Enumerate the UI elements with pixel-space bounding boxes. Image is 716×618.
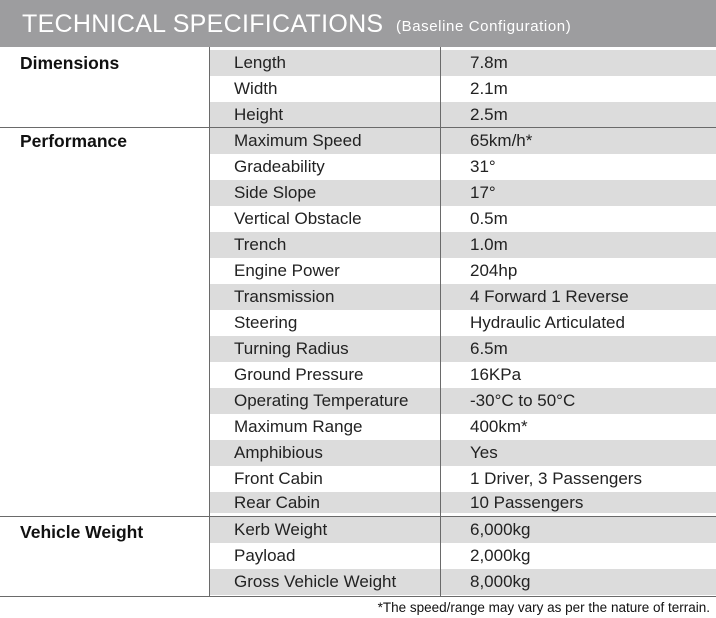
section-title: Vehicle Weight [20, 522, 144, 542]
footnote: *The speed/range may vary as per the nature of terrain. [377, 600, 710, 615]
section-divider [0, 516, 716, 517]
spec-label: Maximum Speed [234, 131, 362, 150]
spec-label: Steering [234, 313, 298, 332]
page-title: TECHNICAL SPECIFICATIONS [22, 10, 384, 38]
spec-value: 2.1m [470, 79, 508, 98]
spec-label: Width [234, 79, 278, 98]
spec-label: Kerb Weight [234, 520, 328, 539]
spec-value: 31° [470, 157, 496, 176]
spec-label: Height [234, 105, 284, 124]
spec-value: 16KPa [470, 365, 522, 384]
spec-label: Maximum Range [234, 417, 363, 436]
spec-header [0, 0, 716, 47]
spec-value: Hydraulic Articulated [470, 313, 625, 332]
page-subtitle: (Baseline Configuration) [396, 18, 572, 35]
spec-value: 6,000kg [470, 520, 531, 539]
spec-value: 10 Passengers [470, 492, 584, 512]
spec-label: Turning Radius [234, 339, 349, 358]
section-title: Performance [20, 131, 127, 151]
spec-value: -30°C to 50°C [470, 391, 576, 410]
spec-label: Gross Vehicle Weight [234, 572, 397, 591]
spec-label: Payload [234, 546, 296, 565]
spec-value: 1 Driver, 3 Passengers [470, 469, 642, 488]
spec-label: Amphibious [234, 443, 323, 462]
spec-label: Transmission [234, 287, 335, 306]
section-divider [0, 596, 716, 597]
spec-value: 1.0m [470, 235, 508, 254]
spec-row [209, 76, 716, 102]
spec-value: 8,000kg [470, 572, 531, 591]
column-divider [440, 47, 441, 597]
spec-value: 0.5m [470, 209, 508, 228]
spec-value: 7.8m [470, 53, 508, 72]
spec-value: 2.5m [470, 105, 508, 124]
section-divider [0, 127, 716, 128]
column-divider [209, 47, 210, 597]
spec-label: Rear Cabin [234, 492, 320, 512]
spec-value: 204hp [470, 261, 518, 280]
spec-label: Operating Temperature [234, 391, 409, 410]
spec-label: Length [234, 53, 286, 72]
spec-label: Engine Power [234, 261, 340, 280]
section-title: Dimensions [20, 53, 120, 73]
spec-value: Yes [470, 443, 498, 462]
spec-label: Trench [234, 235, 287, 254]
spec-value: 6.5m [470, 339, 508, 358]
spec-label: Vertical Obstacle [234, 209, 362, 228]
spec-value: 2,000kg [470, 546, 531, 565]
spec-value: 400km* [470, 417, 528, 436]
spec-label: Side Slope [234, 183, 317, 202]
spec-label: Gradeability [234, 157, 325, 176]
spec-value: 65km/h* [470, 131, 533, 150]
spec-row [209, 102, 716, 128]
spec-value: 17° [470, 183, 496, 202]
spec-value: 4 Forward 1 Reverse [470, 287, 629, 306]
spec-label: Ground Pressure [234, 365, 364, 384]
spec-label: Front Cabin [234, 469, 323, 488]
